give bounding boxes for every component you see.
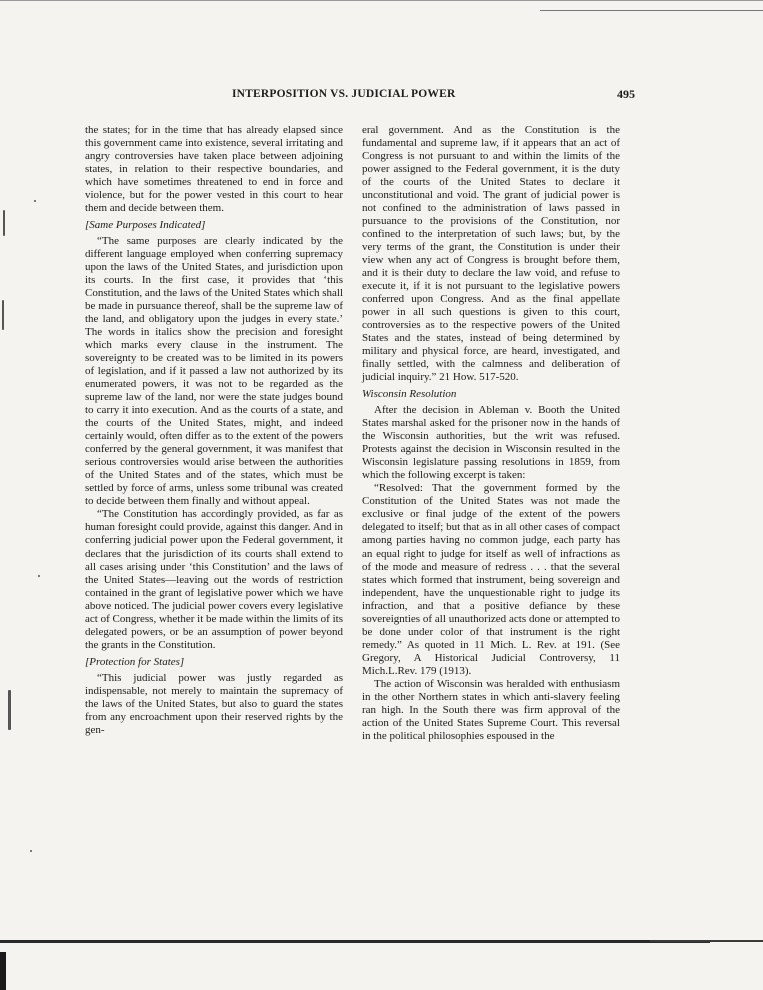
section-heading: [Protection for States] [85, 655, 185, 668]
scan-speck [30, 850, 32, 852]
page-header [0, 88, 763, 106]
scan-speck [2, 300, 4, 330]
paragraph: eral government. And as the Constitution is the fundamental and supreme law, if it appears that an act of Congress is not pursuant to and within the limits of the power assigned to the Federal government, it is the duty of the courts of the United States to declare it unconstitutional and void. The grant of judicial power is not confined to the administration of laws passed in pursuance to the provisions of the Constitution, nor confined to the interpretation of such laws; but, by the very terms of the grant, the Constitution is under their view when any act of Congress is brought before them, and it is their duty to declare the law void, and refuse to execute it, if it is not pursuant to the legislative powers conferred upon Congress. And as the final appellate power in all such questions is given to this court, controversies as to the respective powers of the United States and the states, instead of being determined by military and physical force, are heard, investigated, and finally settled, with the calmness and deliberation of judicial inquiry.” 21 How. 517-520. [362, 124, 620, 384]
scan-speck [34, 200, 36, 202]
page-number: 495 [617, 87, 635, 101]
section-heading: Wisconsin Resolution [362, 388, 457, 401]
scan-speck [3, 210, 5, 236]
paragraph: “The same purposes are clearly indicated by the different language employed when conferring supremacy upon the laws of the United States, and jurisdiction upon its courts. In the first case, it provides that ‘this Constitution, and the laws of the United States which shall be made in pursuance thereof, shall be the supreme law of the land, and obligatory upon the judges in every state.’ The words in italics show the precision and foresight which marks every clause in the instrument. The sovereignty to be created was to be limited in its powers of legislation, and if it passed a law not authorized by its enumerated powers, it was not to be regarded as the supreme law of the land, nor were the state judges bound to carry it into execution. And as the courts of a state, and the courts of the United States, might, and indeed certainly would, often differ as to the extent of the powers conferred by the general government, it was manifest that serious controversies would arise between the authorities of the United States and of the states, which must be settled by force of arms, unless some tribunal was created to decide between them finally and without appeal. [85, 235, 343, 508]
scan-speck [8, 690, 11, 730]
scan-speck [38, 575, 40, 577]
block-quote: “Resolved: That the government formed by the Constitution of the United States was not made the exclusive or final judge of the extent of the powers delegated to itself; but that as in all other cases of compact among parties having no common judge, each party has an equal right to judge for itself as well of infractions as of the mode and measure of redress . . . that the several states which formed that instrument, being sovereign and independent, have the unquestionable right to judge its infraction, and that a positive defiance by these sovereignties of all unauthorized acts done or attempted to be done under color of that instrument is the right remedy.” As quoted in 11 Mich. L. Rev. at 191. (See Gregory, A Historical Judicial Controversy, 11 Mich.L.Rev. 179 (1913). [362, 482, 620, 677]
right-column [362, 124, 620, 743]
bottom-scan-rule-right [650, 940, 763, 942]
scan-top-edge [0, 0, 763, 5]
paragraph: After the decision in Ableman v. Booth the United States marshal asked for the prisoner now in the hands of the Wisconsin authorities, but the writ was refused. Protests against the decision in Wisconsin resulted in the Wisconsin legislature passing resolutions in 1859, from which the following excerpt is taken: [362, 404, 620, 482]
scan-top-rule [540, 10, 763, 11]
scan-edge-mark [0, 952, 6, 990]
bottom-scan-rule [0, 940, 710, 943]
paragraph: the states; for in the time that has already elapsed since this government came into existence, several irritating and angry controversies have taken place between adjoining states, in relation to their respective boundaries, and which have sometimes threatened to end in force and violence, but for the power vested in this court to hear them and decide between them. [85, 124, 343, 215]
section-heading: [Same Purposes Indicated] [85, 219, 206, 232]
running-title: INTERPOSITION VS. JUDICIAL POWER [232, 88, 456, 100]
paragraph: The action of Wisconsin was heralded with enthusiasm in the other Northern states in which anti-slavery feeling ran high. In the South there was firm approval of the action of the United States Supreme Court. This reversal in the political philosophies espoused in the [362, 677, 620, 742]
paragraph: “The Constitution has accordingly provided, as far as human foresight could provide, against this danger. And in conferring judicial power upon the Federal government, it declares that the jurisdiction of its courts shall extend to all cases arising under ‘this Constitution’ and the laws of the United States—leaving out the words of restriction contained in the grant of legislative power which we have above noticed. The judicial power covers every legislative act of Congress, whether it be made within the limits of its delegated powers, or be an assumption of power beyond the grants in the Constitution. [85, 508, 343, 651]
left-column [85, 124, 343, 737]
paragraph: “This judicial power was justly regarded as indispensable, not merely to maintain the supremacy of the laws of the United States, but also to guard the states from any encroachment upon their reserved rights by the gen- [85, 671, 343, 736]
